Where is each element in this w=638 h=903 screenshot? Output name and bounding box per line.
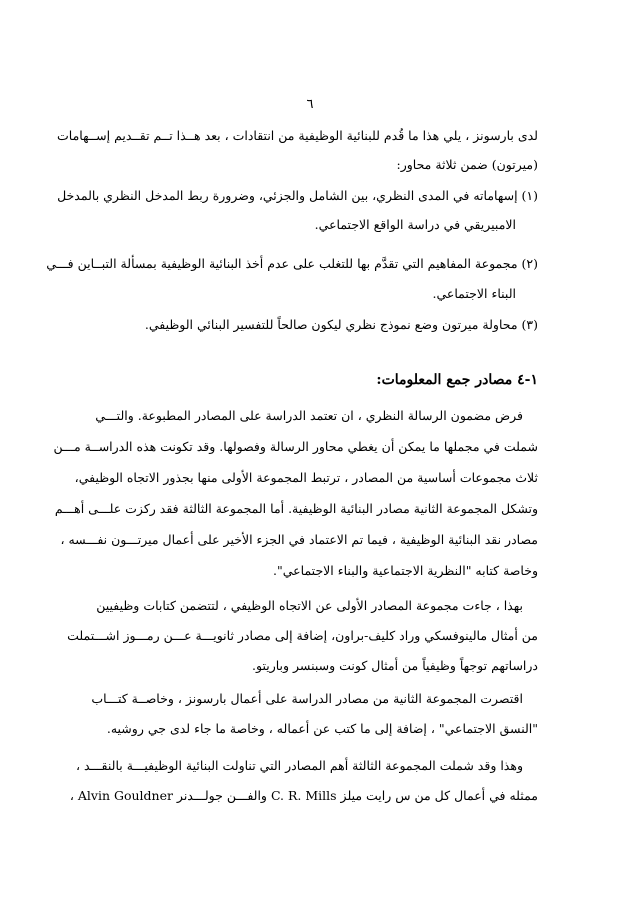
text-line: وخاصة كتابه "النظرية الاجتماعية والبناء الاجتماعي". [273,563,538,578]
list-item-line: (٣) محاولة ميرتون وضع نموذج نظري ليكون صالحاً للتفسير البنائي الوظيفي. [144,317,538,332]
text-line: اقتصرت المجموعة الثانية من مصادر الدراسة على أعمال بارسونز ، وخاصــة كتـــاب [91,691,523,706]
text-line: ثلاث مجموعات أساسية من المصادر ، ترتبط المجموعة الأولى منها بجذور الاتجاه الوظيفي، [74,470,538,485]
text-line: ممثله في أعمال كل من س رايت ميلز C. R. Mills والفـــن جولـــدنر Alvin Gouldner ، [69,788,538,803]
text-line: "النسق الاجتماعي" ، إضافة إلى ما كتب عن أعماله ، وخاصة ما جاء لدى جي روشيه. [106,721,538,736]
list-item-line: الامبيريقي في دراسة الواقع الاجتماعي. [314,217,516,232]
page-number: ٦ [306,97,314,112]
text-line: مصادر نقد البنائية الوظيفية ، فيما تم الاعتماد في الجزء الأخير على أعمال ميرتـــون نفـــسه ، [60,532,538,547]
text-line: بهذا ، جاءت مجموعة المصادر الأولى عن الاتجاه الوظيفي ، لتتضمن كتابات وظيفيين [96,598,523,613]
text-line: دراساتهم توجهاً وظيفياً من أمثال كونت وسبنسر وباريتو. [252,658,538,673]
text-line: فرض مضمون الرسالة النظري ، ان تعتمد الدراسة على المصادر المطبوعة. والتـــي [95,408,523,423]
section-heading: ١-٤ مصادر جمع المعلومات: [376,372,538,388]
text-line: وهذا وقد شملت المجموعة الثالثة أهم المصادر التي تناولت البنائية الوظيفيـــة بالنقـــد ، [76,758,523,773]
list-item-line: البناء الاجتماعي. [432,286,516,301]
text-line: (ميرتون) ضمن ثلاثة محاور: [396,157,538,172]
text-line: من أمثال مالينوفسكي وراد كليف-براون، إضافة إلى مصادر ثانويـــة عـــن رمـــوز اشـــتملت [67,628,538,643]
list-item-line: (٢) مجموعة المفاهيم التي تقدَّم بها للتغلب على عدم أخذ البنائية الوظيفية بمسألة التبــاين فـــي [46,256,538,271]
text-line: لدى بارسونز ، يلي هذا ما قُدم للبنائية الوظيفية من انتقادات ، بعد هــذا تــم تقــديم إســهامات [57,128,538,143]
text-line: شملت في مجملها ما يمكن أن يغطي محاور الرسالة وفصولها. وقد تكونت هذه الدراســة مـــن [53,439,538,454]
text-line: وتشكل المجموعة الثانية مصادر البنائية الوظيفية. أما المجموعة الثالثة فقد ركزت علـــى أهـــم [54,501,538,516]
list-item-line: (١) إسهاماته في المدى النظري، بين الشامل والجزئي، وضرورة ربط المدخل النظري بالمدخل [57,188,538,203]
